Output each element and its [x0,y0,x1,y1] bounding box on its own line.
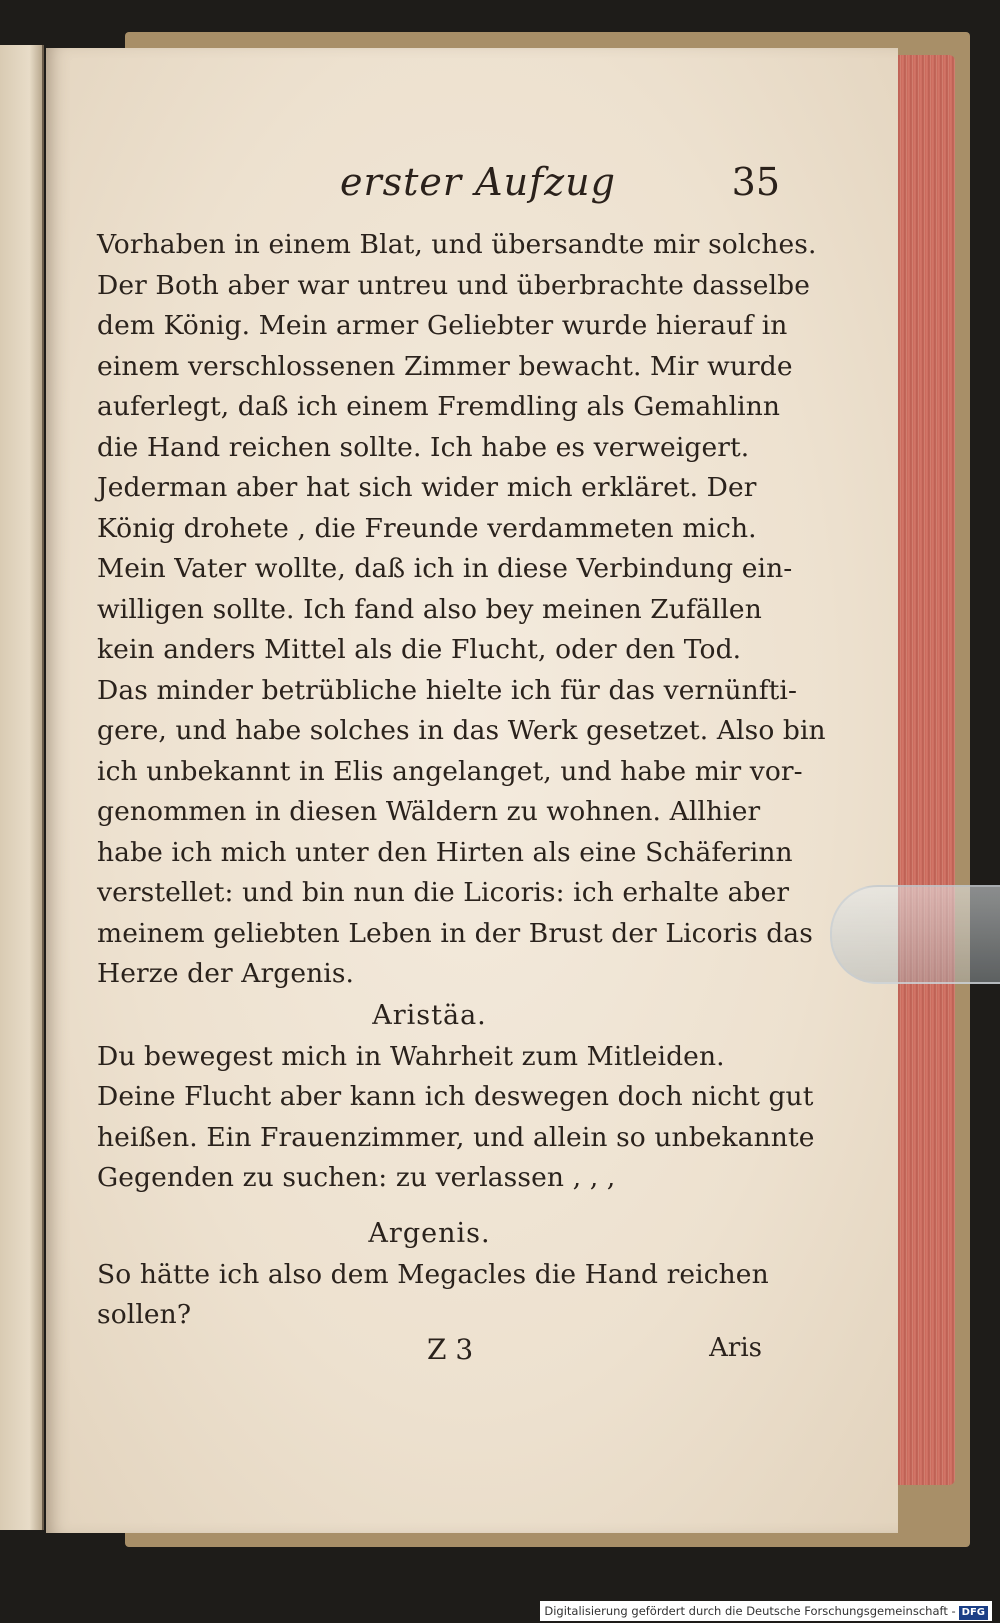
text-line: König drohete , die Freunde verdammeten mich. [97,512,757,544]
page-header [280,160,780,210]
signature-mark: Z 3 [427,1333,474,1366]
text-line: willigen sollte. Ich fand also bey meinen Zufällen [97,593,762,625]
left-facing-page [0,45,44,1530]
text-line: heißen. Ein Frauenzimmer, und allein so unbekannte [97,1121,815,1153]
text-line: Du bewegest mich in Wahrheit zum Mitleiden. [97,1040,725,1072]
text-line: meinem geliebten Leben in der Brust der Licoris das [97,917,813,949]
speaker-name: Argenis. [368,1217,491,1249]
text-line: Mein Vater wollte, daß ich in diese Verbindung ein- [97,553,793,584]
credit-text: Digitalisierung gefördert durch die Deutsche Forschungsgemeinschaft - [544,1604,956,1618]
body-text [97,225,826,1336]
page-number: 35 [731,160,780,204]
running-head: erster Aufzug [340,160,616,204]
text-line: gere, und habe solches in das Werk gesetzet. Also bin [97,715,826,746]
page-clip [830,885,1000,984]
text-line: die Hand reichen sollte. Ich habe es verweigert. [97,431,750,463]
text-line: einem verschlossenen Zimmer bewacht. Mir wurde [97,350,793,382]
catchword: Aris [709,1333,762,1363]
text-line: habe ich mich unter den Hirten als eine Schäferinn [97,836,793,868]
text-line: Gegenden zu suchen: zu verlassen ‚ ‚ ‚ [97,1162,616,1193]
dfg-logo: DFG [959,1606,988,1620]
text-line: Der Both aber war untreu und überbrachte dasselbe [97,269,810,301]
text-line: genommen in diesen Wäldern zu wohnen. Allhier [97,796,761,827]
text-line: auferlegt, daß ich einem Fremdling als Gemahlinn [97,391,781,422]
page-footer [97,1333,762,1373]
text-line: kein anders Mittel als die Flucht, oder den Tod. [97,634,742,665]
text-line: So hätte ich also dem Megacles die Hand reichen [97,1258,769,1290]
text-line: verstellet: und bin nun die Licoris: ich erhalte aber [97,877,790,908]
text-line: Deine Flucht aber kann ich deswegen doch nicht gut [97,1081,814,1112]
text-line: Herze der Argenis. [97,958,355,989]
text-line: Vorhaben in einem Blat, und übersandte mir solches. [97,229,817,260]
red-page-edges [895,55,955,1485]
text-line: ich unbekannt in Elis angelanget, und habe mir vor- [97,755,803,787]
text-line: Jederman aber hat sich wider mich erkläret. Der [97,472,757,503]
text-line: Das minder betrübliche hielte ich für das vernünfti- [97,674,798,706]
digitization-credit [540,1601,992,1621]
speaker-name: Aristäa. [372,999,487,1031]
text-line: sollen? [97,1299,192,1330]
text-line: dem König. Mein armer Geliebter wurde hierauf in [97,310,788,341]
